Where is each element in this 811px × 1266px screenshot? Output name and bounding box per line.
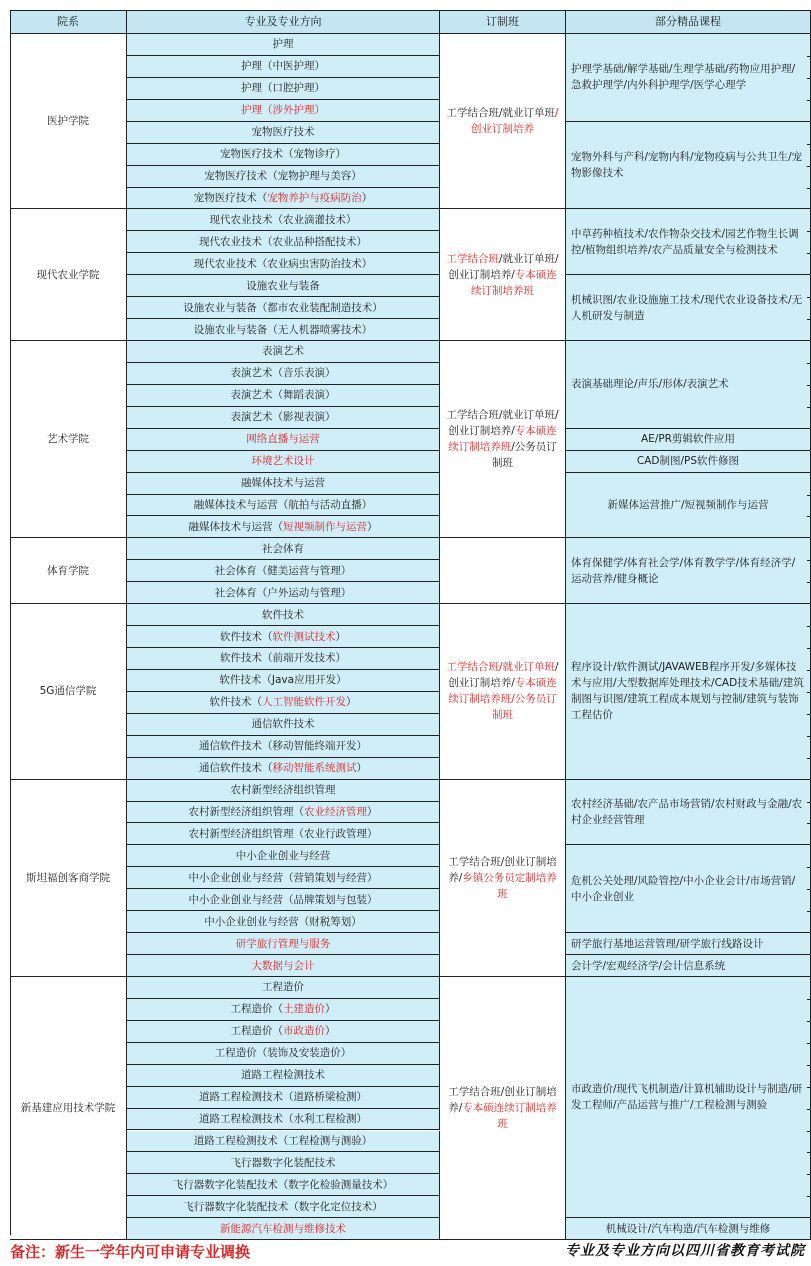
major-label (231, 365, 336, 381)
course-text: 中草药种植技术/农作物杂交技术/园艺作物生长调控/植物组织培养/农产品质量安全与检测技术 (571, 227, 799, 256)
text-segment: 社会体育 (262, 542, 304, 555)
major-label (215, 585, 352, 601)
text-segment: 道路工程检测技术 (241, 1069, 325, 1082)
major-row (127, 144, 440, 166)
grid-tick (807, 714, 811, 715)
text-segment: 融媒体技术与运营（ (188, 520, 283, 533)
major-row (127, 341, 440, 363)
highlighted-text: 市政造价 (283, 1025, 325, 1038)
major-label (194, 497, 373, 513)
text-segment: 融媒体技术与运营 (241, 477, 325, 490)
major-label (194, 322, 373, 338)
text-segment: 现代农业技术（农业品种搭配技术） (199, 235, 367, 248)
order-class (440, 604, 566, 779)
highlighted-text: 移动智能系统测试 (272, 762, 357, 775)
text-segment: 现代农业技术（农业滴灌技术） (209, 213, 357, 226)
course-list (566, 1218, 811, 1240)
major-row (127, 1131, 440, 1153)
grid-tick (807, 692, 811, 693)
order-class-label (444, 407, 561, 471)
major-label (246, 278, 320, 294)
major-label (252, 453, 315, 469)
major-row (127, 823, 440, 845)
grid-tick (807, 1196, 811, 1197)
grid-tick (807, 319, 811, 320)
order-class (440, 538, 566, 604)
major-row (127, 297, 440, 319)
highlighted-text: 专本硕连续订制培养班/公务员订制班 (448, 677, 557, 722)
major-label (231, 1023, 336, 1039)
major-row (127, 319, 440, 341)
major-row (127, 253, 440, 275)
grid-tick (807, 144, 811, 145)
major-label (189, 519, 378, 535)
major-label (220, 146, 346, 162)
major-row (127, 714, 440, 736)
course-text: CAD制图/PS软件修图 (636, 455, 740, 468)
highlighted-text: 研学旅行管理与服务 (235, 937, 331, 950)
major-label (215, 563, 352, 579)
major-label (231, 1001, 336, 1017)
college-name: 医护学院 (10, 34, 127, 209)
grid-tick (807, 1065, 811, 1066)
text-segment: 软件技术（ (220, 630, 273, 643)
major-row (127, 560, 440, 582)
text-segment: ） (361, 191, 373, 204)
course-list (566, 209, 811, 275)
major-label (241, 58, 325, 74)
order-class-label (444, 105, 561, 137)
major-label (199, 1089, 367, 1105)
footnote: 备注：新生一学年内可申请专业调换 (10, 1243, 251, 1261)
major-label (199, 760, 367, 776)
text-segment: 护理 (272, 38, 294, 51)
text-segment: 中小企业创业与经营（品牌策划与包装） (188, 893, 378, 906)
text-segment: 中小企业创业与经营（财税筹划） (204, 915, 362, 928)
course-text: 机械设计/汽车构造/汽车检测与维修 (605, 1222, 771, 1235)
major-label (189, 826, 378, 842)
text-segment: 表演艺术（音乐表演） (230, 367, 336, 380)
highlighted-text: 专本硕连续订制培养班 (471, 268, 557, 297)
grid-tick (807, 56, 811, 57)
order-class-label (444, 1084, 561, 1132)
text-segment: ） (325, 1003, 336, 1016)
major-row (127, 275, 440, 297)
text-segment: 通信软件技术 (251, 718, 315, 731)
text-segment: 表演艺术 (262, 345, 304, 358)
column-header: 专业及专业方向 (127, 10, 440, 34)
major-row (127, 166, 440, 188)
text-segment: 工程造价（装饰及安装造价） (214, 1047, 352, 1060)
order-class-label (444, 251, 561, 299)
text-segment: 软件技术（ (209, 696, 262, 709)
major-row (127, 1109, 440, 1131)
major-row (127, 538, 440, 560)
course-text: 机械识图/农业设施施工技术/现代农业设备技术/无人机研发与制造 (571, 293, 803, 322)
major-label (236, 936, 331, 952)
highlighted-text: 农业经济管理 (304, 806, 367, 818)
grid-tick (807, 999, 811, 1000)
major-row (127, 516, 440, 538)
text-segment: 设施农业与装备 (246, 279, 320, 292)
major-row (127, 34, 440, 56)
text-segment: ） (367, 806, 378, 818)
grid-tick (807, 1087, 811, 1088)
course-text: AE/PR剪辑软件应用 (641, 433, 735, 446)
text-segment: 宠物医疗技术（宠物诊疗） (220, 148, 346, 161)
grid-tick (807, 758, 811, 759)
major-row (127, 385, 440, 407)
course-list (566, 275, 811, 341)
text-segment: /就业订单班/创业订制培养/ (448, 252, 559, 281)
course-text: 表演基础理论/声乐/形体/表演艺术 (571, 378, 729, 391)
highlighted-text: 专本硕连续订制培养班 (448, 425, 557, 454)
major-row (127, 407, 440, 429)
major-label (189, 870, 378, 886)
highlighted-text: /创业订制培养 (471, 107, 559, 136)
major-label (199, 738, 367, 754)
text-segment: ） (335, 630, 346, 643)
course-list (566, 977, 811, 1218)
major-label (252, 958, 315, 974)
highlighted-text: 工学结合班/就业订单班 (446, 661, 555, 674)
grid-tick (807, 560, 811, 561)
text-segment: 设施农业与装备（都市农业装配制造技术） (183, 301, 383, 314)
major-row (127, 473, 440, 495)
major-label (220, 1221, 346, 1237)
text-segment: 农村新型经济组织管理（农业行政管理） (188, 827, 378, 840)
major-row (127, 889, 440, 911)
college-name: 体育学院 (10, 538, 127, 604)
major-row (127, 604, 440, 626)
major-row (127, 122, 440, 144)
text-segment: 表演艺术（影视表演） (230, 411, 336, 424)
college-name: 现代农业学院 (10, 209, 127, 341)
major-row (127, 188, 440, 210)
course-list (566, 122, 811, 210)
text-segment: 中小企业创业与经营（营销策划与经营） (188, 871, 378, 884)
order-class (440, 977, 566, 1240)
column-header: 订制班 (440, 10, 566, 34)
major-label (231, 782, 336, 798)
major-row (127, 100, 440, 122)
highlighted-text: 专本硕连续订制培养班 (462, 1102, 557, 1131)
text-segment: ） (367, 520, 378, 533)
text-segment: 飞行器数字化装配技术（数字化检验测量技术） (172, 1178, 394, 1191)
major-label (252, 716, 315, 732)
course-text: 会计学/宏观经济学/会计信息系统 (571, 959, 726, 972)
major-row (127, 758, 440, 780)
order-class (440, 780, 566, 977)
major-row (127, 692, 440, 714)
grid-tick (807, 166, 811, 167)
grid-tick (807, 1152, 811, 1153)
grid-tick (807, 231, 811, 232)
major-label (273, 36, 294, 52)
text-segment: /创业订制培养/ (448, 661, 559, 690)
grid-tick (807, 1043, 811, 1044)
grid-tick (807, 889, 811, 890)
major-label (194, 256, 373, 272)
text-segment: 道路工程检测技术（道路桥梁检测） (199, 1091, 367, 1104)
text-segment: ） (356, 762, 367, 775)
grid-tick (807, 648, 811, 649)
highlighted-text: 新能源汽车检测与维修技术 (220, 1222, 346, 1235)
course-list (566, 473, 811, 539)
grid-tick (807, 1131, 811, 1132)
college-name: 艺术学院 (10, 341, 127, 538)
major-label (194, 190, 373, 206)
grid-tick (807, 911, 811, 912)
text-segment: 设施农业与装备（无人机器喷雾技术） (193, 323, 373, 336)
major-label (262, 343, 304, 359)
grid-tick (807, 582, 811, 583)
course-text: 体育保健学/体育社会学/体育教学学/体育经济学/运动营养/健身概论 (571, 556, 796, 585)
text-segment: 道路工程检测技术（工程检测与测验） (193, 1134, 373, 1147)
course-text: 护理学基础/解学基础/生理学基础/药物应用护理/急救护理学/内外科护理学/医学心理学 (571, 63, 796, 92)
text-segment: 工学结合班/创业订制培养/ (448, 855, 557, 884)
order-class (440, 209, 566, 341)
grid-tick (807, 385, 811, 386)
major-label (262, 607, 304, 623)
text-segment: 工程造价（ (230, 1025, 283, 1038)
course-list (566, 34, 811, 122)
major-label (204, 914, 362, 930)
major-label (204, 168, 362, 184)
major-label (210, 694, 357, 710)
major-label (220, 650, 346, 666)
text-segment: 社会体育（健美运营与管理） (214, 564, 352, 577)
major-row (127, 209, 440, 231)
text-segment: 软件技术（Java应用开发） (219, 674, 347, 687)
college-name: 5G通信学院 (10, 604, 127, 779)
text-segment: 工程造价 (262, 981, 304, 994)
highlighted-text: 环境艺术设计 (251, 455, 315, 468)
major-label (199, 1111, 367, 1127)
course-list (566, 955, 811, 977)
grid-tick (807, 823, 811, 824)
grid-tick (807, 100, 811, 101)
major-label (231, 387, 336, 403)
course-text: 新媒体运营推广/短视频制作与运营 (607, 498, 769, 511)
major-row (127, 1043, 440, 1065)
highlighted-text: 大数据与会计 (251, 959, 315, 972)
order-class-label (444, 854, 561, 902)
major-label (219, 672, 346, 688)
grid-tick (807, 802, 811, 803)
highlighted-text: 人工智能软件开发 (262, 696, 346, 709)
major-label (252, 124, 315, 140)
college-name: 新基建应用技术学院 (10, 977, 127, 1240)
major-row (127, 802, 440, 824)
major-label (262, 541, 304, 557)
major-label (189, 804, 378, 820)
text-segment: 工学结合班/就业订单班/创业订制培养/ (446, 409, 559, 438)
major-row (127, 582, 440, 604)
major-row (127, 648, 440, 670)
major-row (127, 1021, 440, 1043)
order-class (440, 34, 566, 209)
text-segment: 宠物医疗技术（ (193, 191, 268, 204)
text-segment: 护理（中医护理） (241, 60, 325, 73)
major-row (127, 429, 440, 451)
major-row (127, 933, 440, 955)
course-list (566, 429, 811, 451)
course-list (566, 933, 811, 955)
grid-tick (807, 867, 811, 868)
course-list (566, 780, 811, 846)
major-label (183, 300, 383, 316)
major-row (127, 1174, 440, 1196)
major-row (127, 867, 440, 889)
column-header: 院系 (10, 10, 127, 34)
text-segment: 道路工程检测技术（水利工程检测） (199, 1113, 367, 1126)
major-label (210, 212, 357, 228)
text-segment: 飞行器数字化装配技术（数字化定位技术） (183, 1200, 383, 1213)
major-label (189, 892, 378, 908)
major-row (127, 1196, 440, 1218)
grid-tick (807, 736, 811, 737)
major-label (241, 1067, 325, 1083)
text-segment: ） (346, 696, 357, 709)
major-row (127, 780, 440, 802)
major-label (183, 1199, 383, 1215)
grid-tick (807, 626, 811, 627)
highlighted-text: 护理（涉外护理） (241, 104, 325, 117)
column-header: 部分精品课程 (566, 10, 811, 34)
highlighted-text: 短视频制作与运营 (283, 520, 367, 533)
major-label (236, 848, 331, 864)
grid-tick (807, 363, 811, 364)
major-label (231, 1155, 336, 1171)
order-class-label (444, 659, 561, 723)
course-list (566, 538, 811, 604)
major-row (127, 911, 440, 933)
highlighted-text: 工学结合班 (446, 252, 499, 265)
major-label (231, 409, 336, 425)
grid-tick (807, 516, 811, 517)
major-row (127, 363, 440, 385)
text-segment: 现代农业技术（农业病虫害防治技术） (193, 257, 373, 270)
major-row (127, 999, 440, 1021)
major-label (199, 234, 367, 250)
course-text: 农村经济基础/农产品市场营销/农村财政与金融/农村企业经营管理 (571, 798, 803, 826)
major-row (127, 1065, 440, 1087)
highlighted-text: 乡镇公务员定制培养班 (462, 871, 557, 900)
major-row (127, 736, 440, 758)
text-segment: 飞行器数字化装配技术 (230, 1156, 336, 1169)
course-list (566, 451, 811, 473)
text-segment: ） (325, 1025, 336, 1038)
course-text: 危机公关处理/风险管控/中小企业会计/市场营销/中小企业创业 (571, 874, 796, 903)
text-segment: 工程造价（ (230, 1003, 283, 1016)
text-segment: 宠物医疗技术 (251, 126, 315, 139)
grid-tick (807, 253, 811, 254)
major-row (127, 670, 440, 692)
grid-tick (807, 188, 811, 189)
course-list (566, 845, 811, 933)
major-label (246, 431, 320, 447)
major-label (241, 80, 325, 96)
order-class (440, 341, 566, 538)
major-row (127, 1152, 440, 1174)
course-text: 研学旅行基地运营管理/研学旅行线路设计 (571, 937, 764, 950)
major-label (262, 979, 304, 995)
grid-tick (807, 297, 811, 298)
college-name: 斯坦福创客商学院 (10, 780, 127, 977)
major-label (173, 1177, 394, 1193)
major-row (127, 955, 440, 977)
major-label (215, 1045, 352, 1061)
text-segment: 农村新型经济组织管理（ (188, 806, 304, 818)
text-segment: 工学结合班/创业订制培养/ (448, 1086, 557, 1115)
course-text: 程序设计/软件测试/JAVAWEB程序开发/多媒体技术与应用/大型数据库处理技术/CAD技术基础/建筑制图与识图/建筑工程成本规划与控制/建筑与装饰工程估价 (571, 661, 804, 722)
major-row (127, 451, 440, 473)
text-segment: 工学结合班/就业订单班 (446, 107, 555, 120)
text-segment: 软件技术 (262, 608, 304, 621)
text-segment: 社会体育（户外运动与管理） (214, 586, 352, 599)
major-label (241, 102, 325, 118)
major-row (127, 56, 440, 78)
text-segment: 软件技术（前端开发技术） (220, 652, 346, 665)
major-row (127, 231, 440, 253)
text-segment: 农村新型经济组织管理 (230, 784, 336, 797)
grid-tick (807, 1174, 811, 1175)
text-segment: 表演艺术（舞蹈表演） (230, 389, 336, 402)
grid-tick (807, 670, 811, 671)
course-text: 宠物外科与产科/宠物内科/宠物疫病与公共卫生/宠物影像技术 (571, 151, 803, 180)
text-segment: 护理（口腔护理） (241, 82, 325, 95)
highlighted-text: 土建造价 (283, 1003, 325, 1016)
highlighted-text: 宠物养护与疫病防治 (267, 191, 362, 204)
watermark-signature: 专业及专业方向以四川省教育考试院 (565, 1243, 805, 1259)
grid-tick (807, 78, 811, 79)
major-label (220, 629, 346, 645)
text-segment: 宠物医疗技术（宠物护理与美容） (204, 170, 362, 183)
grid-tick (807, 1109, 811, 1110)
course-list (566, 604, 811, 779)
course-text: 市政造价/现代飞机制造/计算机辅助设计与制造/研发工程师/产品运营与推广/工程检测与测验 (571, 1083, 803, 1112)
highlighted-text: 软件测试技术 (272, 630, 336, 643)
text-segment: 通信软件技术（ (199, 762, 273, 775)
highlighted-text: 网络直播与运营 (246, 433, 320, 446)
text-segment: 中小企业创业与经营 (235, 849, 331, 862)
major-row (127, 1087, 440, 1109)
grid-tick (807, 1021, 811, 1022)
grid-tick (807, 407, 811, 408)
major-row (127, 626, 440, 648)
major-row (127, 845, 440, 867)
grid-tick (807, 495, 811, 496)
major-row (127, 977, 440, 999)
major-label (194, 1133, 373, 1149)
text-segment: 融媒体技术与运营（航拍与活动直播） (193, 498, 373, 511)
course-list (566, 341, 811, 429)
text-segment: 通信软件技术（移动智能终端开发） (199, 740, 367, 753)
major-label (241, 475, 325, 491)
major-row (127, 1218, 440, 1240)
text-segment: /公务员订制班 (492, 441, 557, 470)
major-row (127, 78, 440, 100)
major-row (127, 495, 440, 517)
